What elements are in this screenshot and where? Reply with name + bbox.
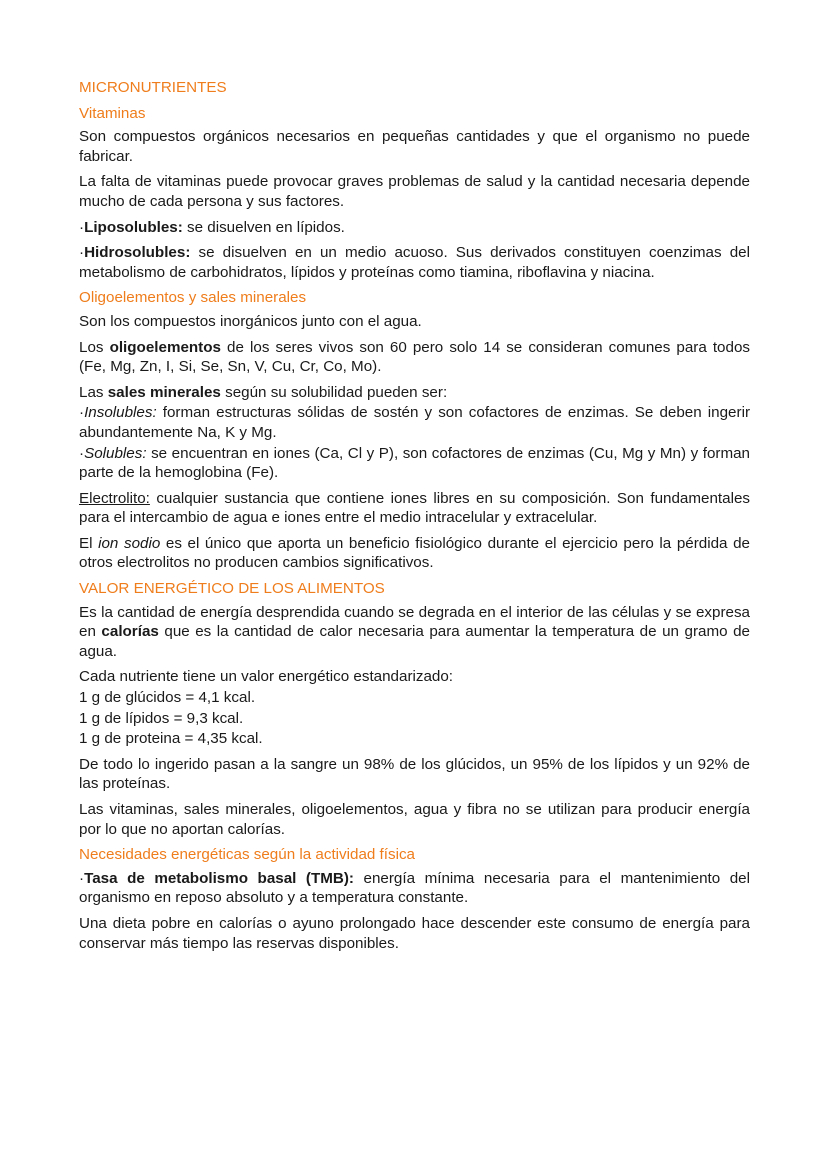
paragraph bbox=[79, 243, 750, 282]
text-run: · bbox=[79, 444, 85, 462]
bold-term: oligoelementos bbox=[109, 338, 221, 356]
text-run: Las bbox=[79, 383, 108, 401]
text-run: · bbox=[79, 218, 85, 236]
italic-term: ion sodio bbox=[98, 534, 161, 552]
paragraph bbox=[79, 709, 750, 729]
paragraph bbox=[79, 127, 750, 166]
paragraph bbox=[79, 312, 750, 332]
bold-term: calorías bbox=[101, 623, 159, 641]
paragraph bbox=[79, 729, 750, 749]
italic-term: Insolubles: bbox=[84, 404, 157, 422]
text-run: es el único que aporta un beneficio fisiológico durante el ejercicio pero la pérdida de otros electrolitos no producen cambios significativos. bbox=[79, 534, 750, 572]
paragraph bbox=[79, 534, 750, 573]
text-run: que es la cantidad de calor necesaria para aumentar la temperatura de un gramo de agua. bbox=[79, 623, 750, 660]
text-run: Las vitaminas, sales minerales, oligoelementos, agua y fibra no se utilizan para producir energía por lo que no aportan calorías. bbox=[79, 801, 750, 838]
paragraph bbox=[79, 444, 750, 483]
paragraph bbox=[79, 688, 750, 708]
paragraph bbox=[79, 172, 750, 211]
paragraph bbox=[79, 800, 750, 839]
document-page bbox=[79, 78, 750, 959]
text-run: 1 g de lípidos = 9,3 kcal. bbox=[79, 709, 244, 727]
text-run: Es la cantidad de energía desprendida cuando se degrada en el interior de las células y se expresa en bbox=[79, 603, 750, 641]
text-run: se encuentran en iones (Ca, Cl y P), son cofactores de enzimas (Cu, Mg y Mn) y forman parte de la hemoglobina (Fe). bbox=[79, 444, 750, 482]
text-run: · bbox=[79, 404, 85, 422]
bold-term: Hidrosolubles: bbox=[84, 244, 191, 262]
paragraph bbox=[79, 403, 750, 442]
paragraph bbox=[79, 914, 750, 953]
text-run: forman estructuras sólidas de sostén y son cofactores de enzimas. Se deben ingerir abundantemente Na, K y Mg. bbox=[79, 404, 750, 441]
bold-term: Liposolubles: bbox=[84, 218, 183, 236]
text-run: Son compuestos orgánicos necesarios en pequeñas cantidades y que el organismo no puede fabricar. bbox=[79, 128, 750, 165]
text-run: Cada nutriente tiene un valor energético estandarizado: bbox=[79, 668, 454, 686]
text-run: Los bbox=[79, 338, 110, 356]
paragraph bbox=[79, 667, 750, 687]
text-run: De todo lo ingerido pasan a la sangre un 98% de los glúcidos, un 95% de los lípidos y un 92% de las proteínas. bbox=[79, 755, 750, 793]
text-run: 1 g de proteina = 4,35 kcal. bbox=[79, 730, 263, 748]
text-run: energía mínima necesaria para el mantenimiento del organismo en reposo absoluto y a temperatura constante. bbox=[79, 869, 750, 907]
paragraph bbox=[79, 603, 750, 662]
text-run: · bbox=[79, 244, 85, 262]
text-run: Son los compuestos inorgánicos junto con el agua. bbox=[79, 312, 422, 330]
section-heading: VALOR ENERGÉTICO DE LOS ALIMENTOS bbox=[79, 580, 385, 598]
bold-term: Tasa de metabolismo basal (TMB): bbox=[84, 869, 354, 887]
bold-term: sales minerales bbox=[107, 383, 221, 401]
paragraph bbox=[79, 489, 750, 528]
underlined-term: Electrolito: bbox=[79, 489, 150, 507]
italic-term: Solubles: bbox=[84, 444, 147, 462]
text-run: El bbox=[79, 534, 99, 552]
section-heading: Oligoelementos y sales minerales bbox=[79, 289, 307, 307]
text-run: 1 g de glúcidos = 4,1 kcal. bbox=[79, 689, 256, 707]
section-heading: MICRONUTRIENTES bbox=[79, 79, 227, 96]
text-run: La falta de vitaminas puede provocar graves problemas de salud y la cantidad necesaria depende mucho de cada persona y sus factores. bbox=[79, 173, 750, 210]
text-run: de los seres vivos son 60 pero solo 14 se consideran comunes para todos (Fe, Mg, Zn, I, Si, Se, Sn, V, Cu, Cr, Co, Mo). bbox=[79, 338, 750, 376]
paragraph bbox=[79, 218, 750, 238]
paragraph bbox=[79, 383, 750, 403]
paragraph bbox=[79, 755, 750, 794]
section-heading: Vitaminas bbox=[79, 104, 146, 122]
paragraph bbox=[79, 869, 750, 908]
text-run: · bbox=[79, 869, 85, 887]
section-heading: Necesidades energéticas según la actividad física bbox=[79, 846, 416, 864]
text-run: según su solubilidad pueden ser: bbox=[220, 383, 448, 401]
text-run: Una dieta pobre en calorías o ayuno prolongado hace descender este consumo de energía para conservar más tiempo las reservas disponibles. bbox=[79, 914, 750, 952]
text-run: cualquier sustancia que contiene iones libres en su composición. Son fundamentales para el intercambio de agua e iones entre el medio intracelular y extracelular. bbox=[79, 489, 750, 527]
text-run: se disuelven en un medio acuoso. Sus derivados constituyen coenzimas del metabolismo de carbohidratos, lípidos y proteínas como tiamina, riboflavina y niacina. bbox=[79, 244, 750, 281]
paragraph bbox=[79, 338, 750, 377]
text-run: se disuelven en lípidos. bbox=[182, 218, 345, 236]
